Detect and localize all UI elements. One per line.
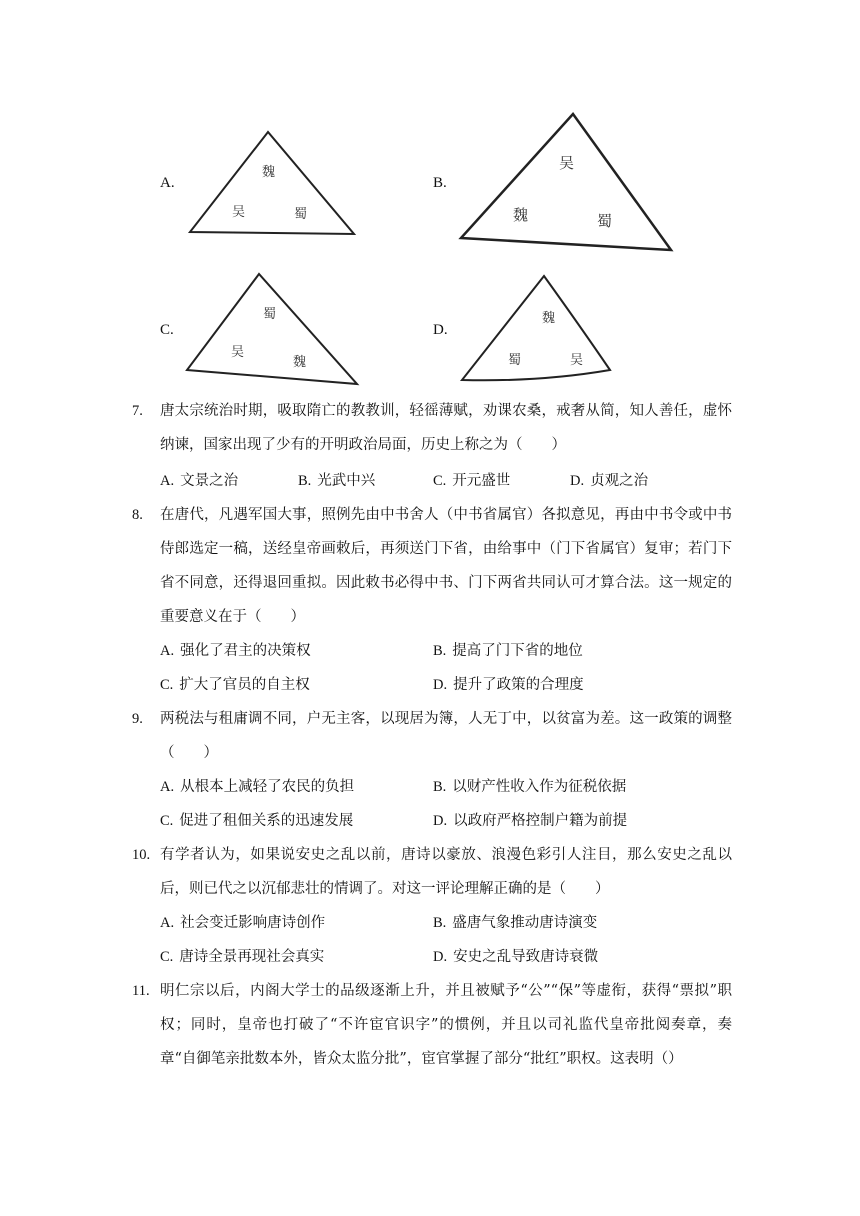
figure-option-d-triangle — [458, 272, 618, 388]
option-d: D. 提升了政策的合理度 — [433, 677, 584, 693]
option-c: C. 促进了租佃关系的迅速发展 — [160, 813, 354, 829]
option-a: A. 强化了君主的决策权 — [160, 643, 311, 659]
question-text: 在唐代，凡遇军国大事，照例先由中书舍人（中书省属官）各拟意见，再由中书令或中书侍郎选定一稿，送经皇帝画敕后，再须送门下省，由给事中（门下省属官）复审；若门下省不同意，还得退回重拟。因此敕书必得中书、门下两省共同认可才算合法。这一规定的重要意义在于（ ） — [160, 507, 732, 625]
triangle-d-left-label: 蜀 — [508, 353, 522, 368]
question-number: 11. — [132, 983, 150, 999]
option-a: A. 社会变迁影响唐诗创作 — [160, 915, 326, 931]
triangle-b-right-label: 蜀 — [597, 212, 613, 230]
figure-option-a-triangle — [186, 128, 358, 238]
question-number: 9. — [132, 711, 143, 727]
triangle-c-left-label: 吴 — [231, 345, 245, 360]
triangle-c-right-label: 魏 — [293, 355, 307, 370]
option-b: B. 以财产性收入作为征税依据 — [433, 779, 627, 795]
option-b: B. 盛唐气象推动唐诗演变 — [433, 915, 598, 931]
figure-option-c-letter: C. — [160, 322, 174, 338]
option-a: A. 从根本上减轻了农民的负担 — [160, 779, 355, 795]
triangle-a-top-label: 魏 — [262, 165, 276, 180]
question-9 — [132, 702, 732, 770]
question-number: 10. — [132, 847, 151, 863]
figure-option-d-letter: D. — [433, 322, 448, 338]
triangle-d-right-label: 吴 — [570, 353, 584, 368]
question-text: 唐太宗统治时期，吸取隋亡的教教训，轻徭薄赋，劝课农桑，戒奢从简，知人善任，虚怀纳谏，国家出现了少有的开明政治局面，历史上称之为（ ） — [160, 403, 732, 453]
question-text: 两税法与租庸调不同，户无主客，以现居为簿，人无丁中，以贫富为差。这一政策的调整（ ） — [160, 711, 732, 761]
figure-option-b-triangle — [455, 110, 677, 256]
question-7 — [132, 394, 732, 462]
triangle-b-left-label: 魏 — [513, 206, 529, 224]
triangle-a-left-label: 吴 — [232, 205, 246, 220]
triangle-c-top-label: 蜀 — [263, 307, 277, 322]
figure-option-a-letter: A. — [160, 175, 175, 191]
option-d: D. 以政府严格控制户籍为前提 — [433, 813, 628, 829]
option-c: C. 扩大了官员的自主权 — [160, 677, 310, 693]
question-11 — [132, 974, 732, 1076]
triangle-a-right-label: 蜀 — [294, 207, 308, 222]
option-b: B. 提高了门下省的地位 — [433, 643, 583, 659]
option-d: D. 安史之乱导致唐诗衰微 — [433, 949, 599, 965]
option-c: C. 开元盛世 — [433, 473, 511, 489]
triangle-d-top-label: 魏 — [542, 311, 556, 326]
question-text: 明仁宗以后，内阁大学士的品级逐渐上升，并且被赋予“公”“保”等虚衔，获得“票拟”职权；同时，皇帝也打破了“不许宦官识字”的惯例，并且以司礼监代皇帝批阅奏章，奏章“自御笔亲批数本外，皆众太监分批”，宦官掌握了部分“批红”职权。这表明（） — [160, 983, 732, 1067]
question-number: 7. — [132, 403, 143, 419]
question-8 — [132, 498, 732, 634]
option-d: D. 贞观之治 — [570, 473, 649, 489]
question-text: 有学者认为，如果说安史之乱以前，唐诗以豪放、浪漫色彩引人注目，那么安史之乱以后，则已代之以沉郁悲壮的情调了。对这一评论理解正确的是（ ） — [160, 847, 732, 897]
option-b: B. 光武中兴 — [298, 473, 376, 489]
question-number: 8. — [132, 507, 143, 523]
option-a: A. 文景之治 — [160, 473, 239, 489]
triangle-b-top-label: 吴 — [559, 154, 575, 172]
question-10 — [132, 838, 732, 906]
figure-option-b-letter: B. — [433, 175, 447, 191]
figure-option-c-triangle — [183, 270, 361, 388]
option-c: C. 唐诗全景再现社会真实 — [160, 949, 325, 965]
